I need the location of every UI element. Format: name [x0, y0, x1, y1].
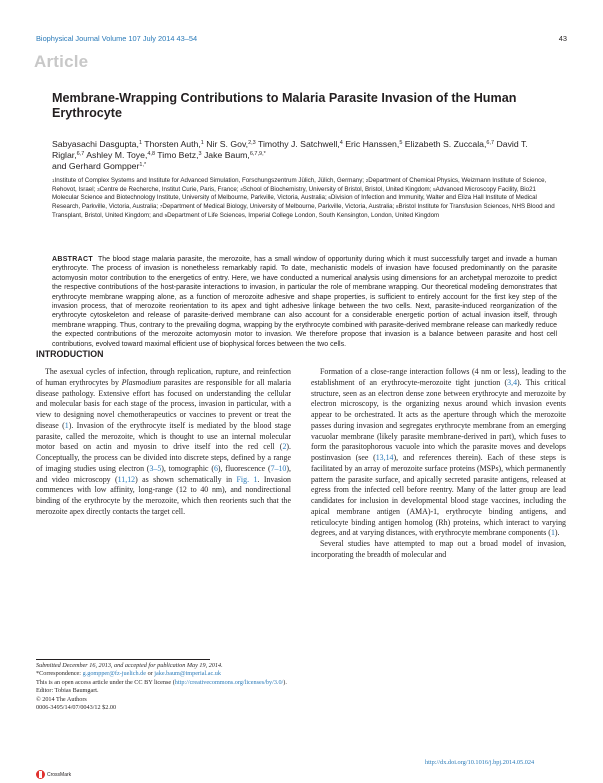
- doi-link[interactable]: http://dx.doi.org/10.1016/j.bpj.2014.05.024: [425, 759, 535, 766]
- section-heading-introduction: INTRODUCTION: [36, 349, 104, 359]
- abstract-text: The blood stage malaria parasite, the merozoite, has a small window of opportunity during which it must successfully target and invade a human erythrocyte. The process of invasion is nonetheless remarkably rapid. To date, mechanistic models of invasion have focused predominantly on the parasite actomyosin motor contribution to the energetics of entry. Here, we have conducted a numerical analysis using dimensions for an archetypal merozoite to predict the respective contributions of the host-parasite interactions to invasion, in particular the role of membrane wrapping. Our theoretical modeling demonstrates that erythrocyte membrane wrapping alone, as a function of merozoite adhesive and shape properties, is sufficient to entirely account for the first key step of the invasion process, that of merozoite reorientation to its apex and tight adhesive linkage between the two cells. Next, parasite-induced reorganization of the erythrocyte cytoskeleton and release of parasite-derived membrane can also account for a considerable energetic portion of actual invasion itself, through membrane wrapping. Thus, contrary to the prevailing dogma, wrapping by the erythrocyte combined with parasite-derived membrane release can markedly reduce the expected contributions of the merozoite actomyosin motor to invasion. We therefore propose that invasion is a balance between parasite and host cell contributions, evolved toward maximal efficient use of biophysical forces between the two cells.: [52, 256, 558, 348]
- crossmark-badge[interactable]: [36, 770, 71, 779]
- journal-citation: Biophysical Journal Volume 107 July 2014 43–54: [36, 34, 198, 43]
- body-column-left: The asexual cycles of infection, through replication, rupture, and reinfection of human erythrocytes by Plasmodium parasites are responsible for all malaria disease pathology. Extensive effort has focused on understanding the cellular and molecular basis for each stage of the process, invasion in particular, with a view to designing novel chemotherapeutics or vaccines to prevent or treat the disease (1). Invasion of the erythrocyte itself is mediated by the blood stage parasite, called the merozoite, which is thought to use an internal molecular motor based on actin and myosin to drive itself into the red cell (2). Conceptually, the process can be divided into discrete steps, defined by a range of imaging studies using electron (3–5), tomographic (6), fluorescence (7–10), and video microscopy (11,12) as shown schematically in Fig. 1. Invasion commences with low affinity, long-range (12 to 40 nm), and nondirectional binding of the erythrocyte by the merozoite, which then reorients such that the merozoite apex directly contacts the target cell.: [36, 367, 291, 516]
- crossmark-icon: [36, 770, 45, 779]
- footnote-divider: [36, 659, 210, 660]
- affiliations: $^1$Institute of Complex Systems and Institute for Advanced Simulation, Forschungszentrum Jülich, Jülich, Germany; $^2$Department of Chemical Physics, Weizmann Institute of Science, Rehovot, Israel; $^3$Centre de Recherche, Institut Curie, Paris, France; $^4$School of Biochemistry, University of Bristol, Bristol, United Kingdom; $^5$Advanced Microscopy Facility, Bio21 Molecular Science and Biotechnology Institute, University of Melbourne, Parkville, Victoria, Australia; $^6$Division of Infection and Immunity, Walter and Eliza Hall Institute of Medical Research, Parkville, Victoria, Australia; $^7$Department of Medical Biology, University of Melbourne, Parkville, Victoria, Australia; $^8$Bristol Institute for Transfusion Sciences, NHS Blood and Transplant, Bristol, United Kingdom; and $^9$Department of Life Sciences, Imperial College London, South Kensington, London, United Kingdom: [52, 177, 555, 219]
- running-header: [36, 34, 567, 43]
- footnotes: Submitted December 16, 2013, and accepted for publication May 19, 2014. *Correspondence: g.gompper@fz-juelich.de or jake.baum@imperial.ac.uk This is an open access article under the CC BY license (http://creativecommons.org/licenses/by/3.0/). Editor: Tobias Baumgart. © 2014 The Authors 0006-3495/14/07/0043/12 $2.00: [36, 662, 287, 712]
- abstract: [52, 255, 557, 349]
- abstract-label: ABSTRACT: [52, 256, 93, 263]
- section-label: Article: [34, 52, 89, 71]
- crossmark-label: CrossMark: [47, 771, 72, 778]
- article-title: Membrane-Wrapping Contributions to Malaria Parasite Invasion of the Human Erythrocyte: [52, 91, 517, 120]
- body-column-right: Formation of a close-range interaction follows (4 nm or less), leading to the establishment of an erythrocyte-merozoite tight junction (3,4). This critical structure, seen as an electron dense zone between erythrocyte and merozoite by electron microscopy, is the organizing nexus around which invasion events appear to be orchestrated. It acts as the aperture through which the merozoite passes during invasion and segregates erythrocyte membrane from an emerging vacuolar membrane (likely parasite membrane-derived in part), which fuses to form the parasitophorous vacuole into which the parasite moves and develops postinvasion (see (13,14), and references therein). Each of these steps is facilitated by an array of merozoite surface proteins (MSPs), which permanently pattern the parasite surface, and apically secreted parasite antigens, released at egress from the infected cell before reentry. Many of the latter group are lead candidates for inclusion in developmental blood stage vaccines, including the apical membrane antigen (AMA)-1, erythrocyte binding antigens, and reticulocyte binding antigen homolog (Rh) proteins, which interact to varying degrees, and at varying distances, with erythrocyte membrane components (1). Several studies have attempted to map out a broad model of invasion, incorporating the breadth of molecular and: [311, 367, 567, 559]
- page-number: 43: [558, 34, 567, 43]
- author-list: Sabyasachi Dasgupta,$^1$ Thorsten Auth,$^1$ Nir S. Gov,$^{2,3}$ Timothy J. Satchwell,$^4$ Eric Hanssen,$^5$ Elizabeth S. Zuccala,$^{6,7}$ David T. Riglar,$^{6,7}$ Ashley M. Toye,$^{4,8}$ Timo Betz,$^3$ Jake Baum,$^{6,7,9,*}$ and Gerhard Gompper$^{1,*}$: [52, 139, 528, 172]
